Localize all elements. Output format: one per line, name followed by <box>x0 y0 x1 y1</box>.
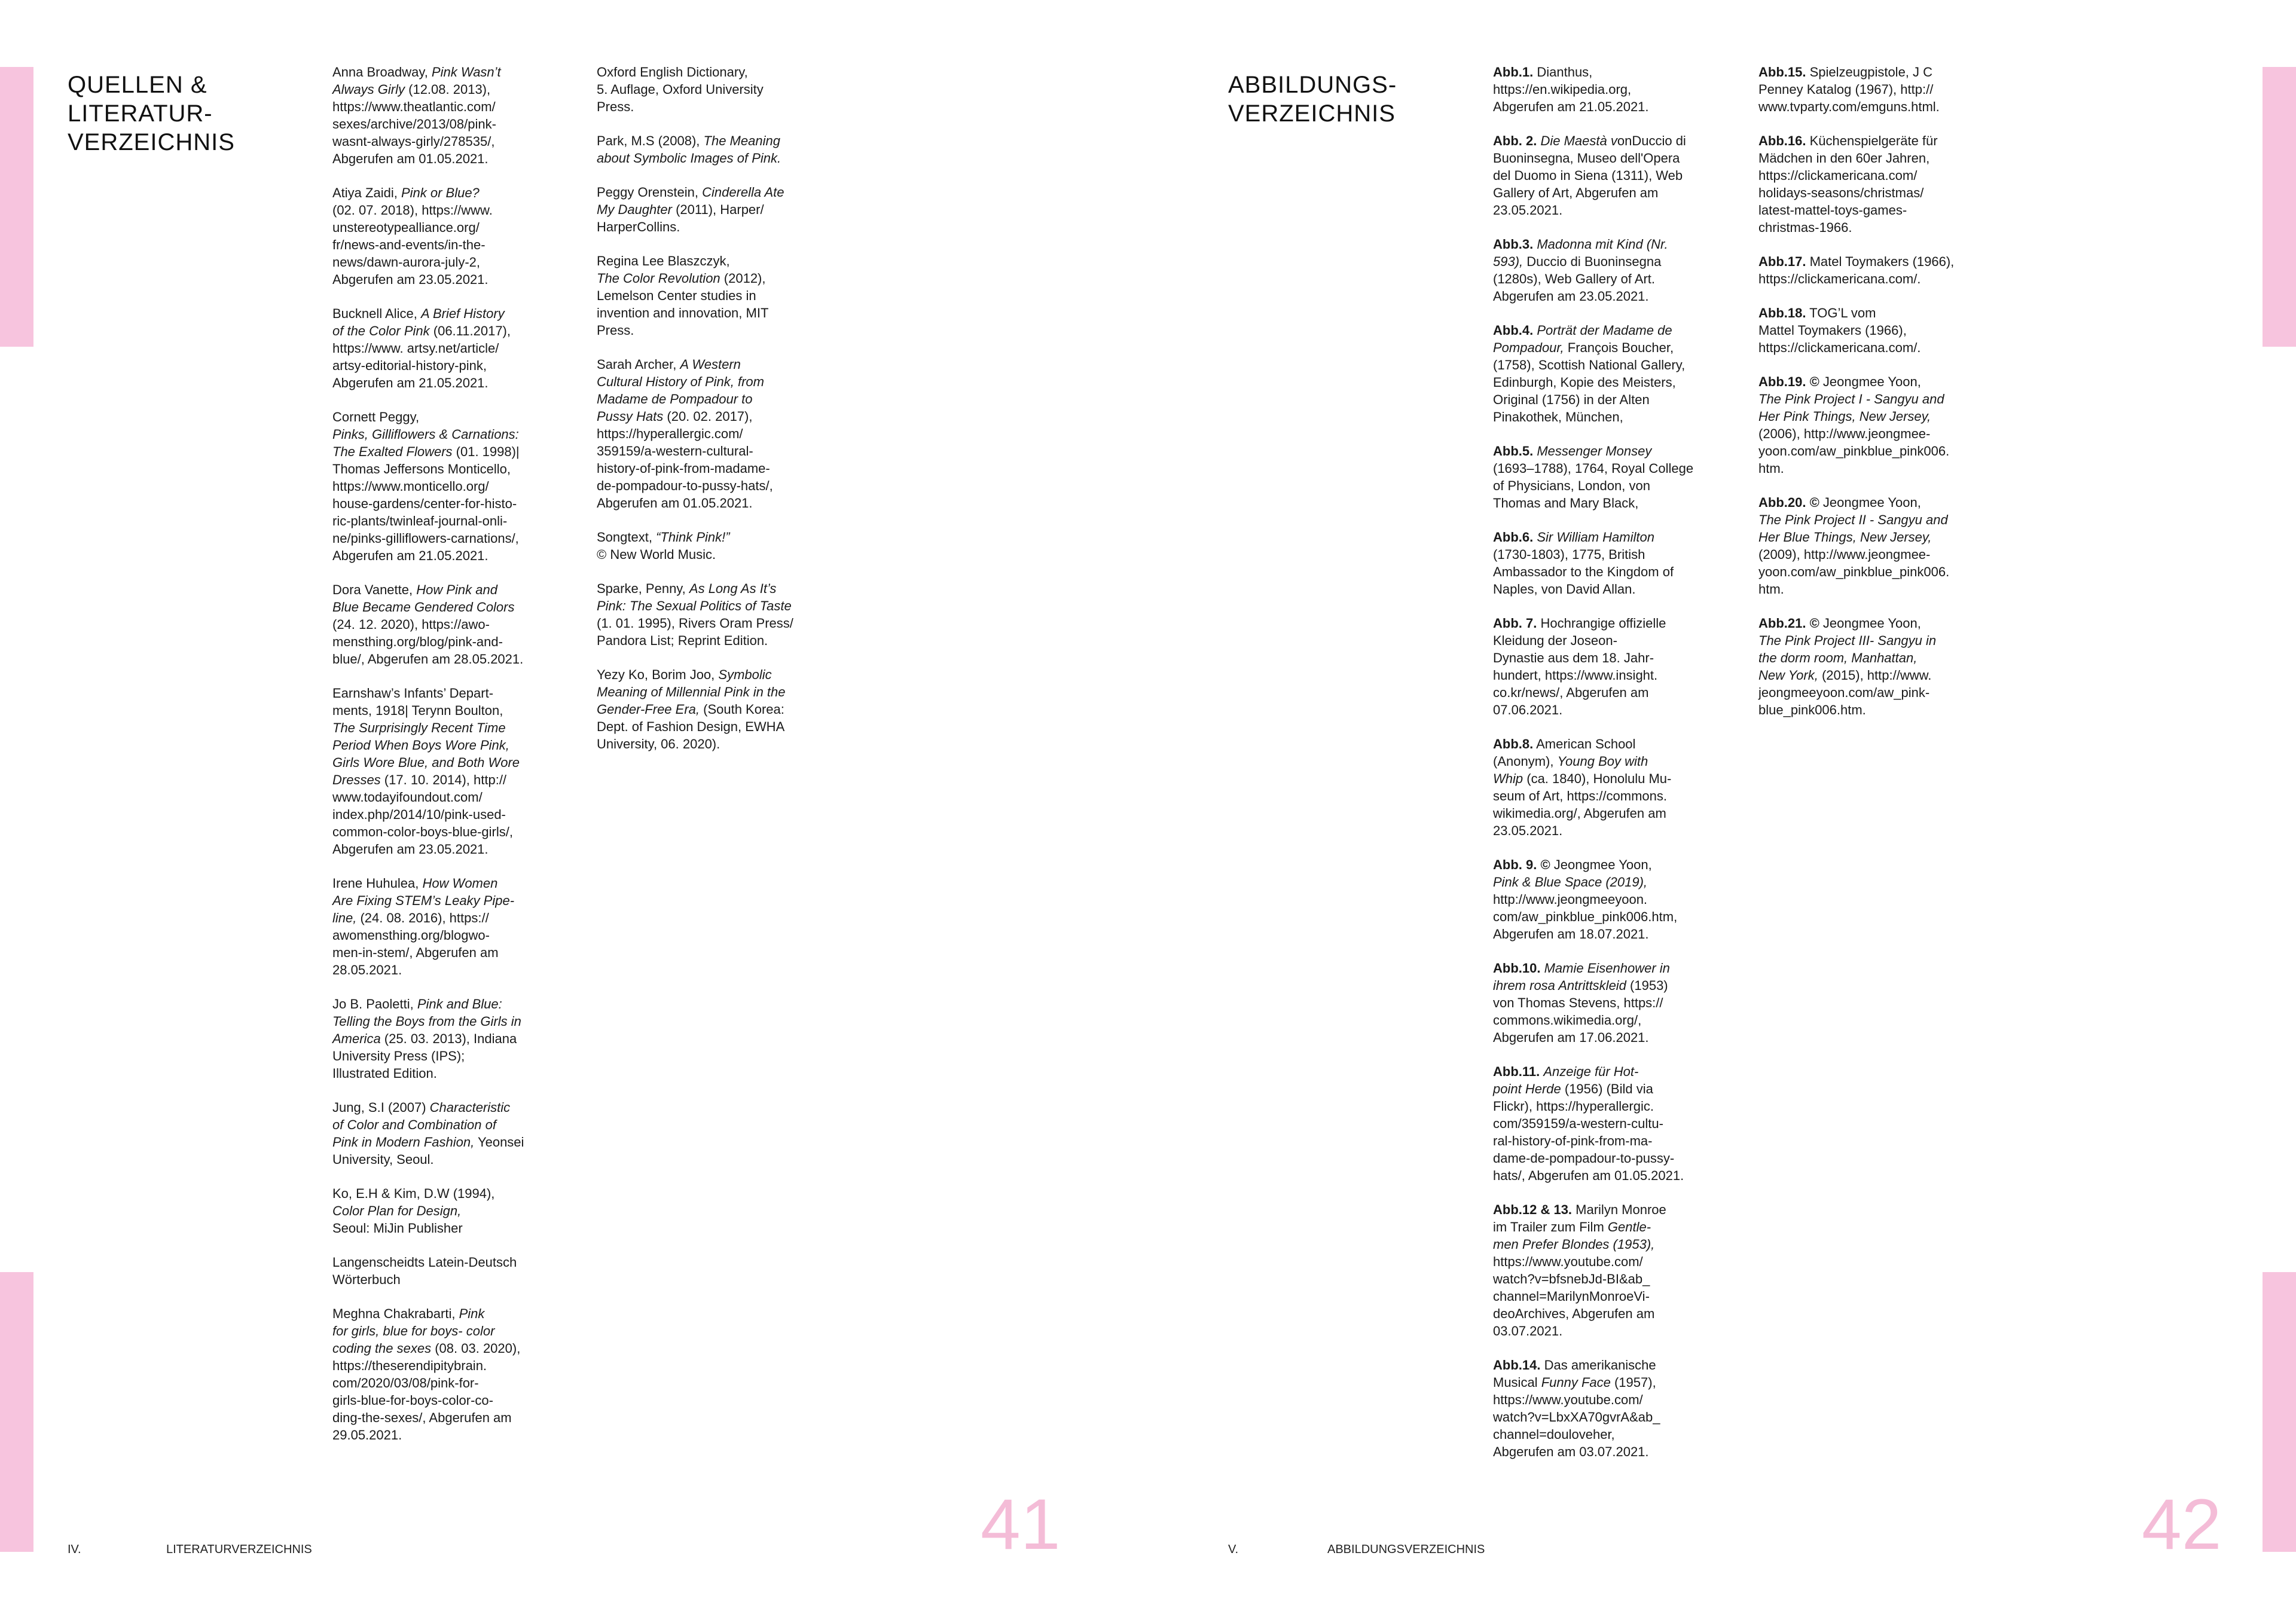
left-page-heading: QUELLEN & LITERATUR- VERZEICHNIS <box>68 72 235 155</box>
pink-bar-left-bottom <box>0 1272 33 1552</box>
right-footer-section: V. <box>1228 1543 1239 1556</box>
reference-entry: Abb.4. Porträt der Madame de Pompadour, François Boucher, (1758), Scottish National Gallery, Edinburgh, Kopie des Meisters, Original (1756) in der Alten Pinakothek, München, <box>1493 323 1686 424</box>
reference-entry: Abb. 7. Hochrangige offizielle Kleidung der Joseon- Dynastie aus dem 18. Jahr- hundert, https://www.insight. co.kr/news/, Abgerufen am 07.06.2021. <box>1493 616 1666 717</box>
left-footer-title: LITERATURVERZEICHNIS <box>166 1543 312 1556</box>
reference-entry: Jo B. Paoletti, Pink and Blue: Telling the Boys from the Girls in America (25. 03. 2013), Indiana University Press (IPS); Illustrated Edition. <box>332 997 521 1081</box>
reference-entry: Abb. 2. Die Maestà vonDuccio di Buoninsegna, Museo dell'Opera del Duomo in Siena (1311), Web Gallery of Art, Abgerufen am 23.05.2021. <box>1493 133 1686 218</box>
reference-entry: Yezy Ko, Borim Joo, Symbolic Meaning of Millennial Pink in the Gender-Free Era, (South Korea: Dept. of Fashion Design, EWHA University, 06. 2020). <box>597 667 786 751</box>
reference-entry: Atiya Zaidi, Pink or Blue? (02. 07. 2018), https://www. unstereotypealliance.org/ fr/news-and-events/in-the- news/dawn-aurora-july-2, Abgerufen am 23.05.2021. <box>332 185 493 287</box>
reference-entry: Park, M.S (2008), The Meaning about Symbolic Images of Pink. <box>597 133 781 166</box>
reference-entry: Ko, E.H & Kim, D.W (1994), Color Plan for Design, Seoul: MiJin Publisher <box>332 1186 495 1236</box>
reference-entry: Abb.14. Das amerikanische Musical Funny Face (1957), https://www.youtube.com/ watch?v=LbxXA70gvrA&ab_ channel=douloveher, Abgerufen am 03.07.2021. <box>1493 1358 1660 1459</box>
left-page-number: 41 <box>981 1484 1061 1564</box>
reference-entry: Abb. 9. © Jeongmee Yoon, Pink & Blue Space (2019), http://www.jeongmeeyoon. com/aw_pinkblue_pink006.htm, Abgerufen am 18.07.2021. <box>1493 857 1678 942</box>
figures-column-1 <box>1493 63 1732 1477</box>
reference-entry: Abb.8. American School (Anonym), Young Boy with Whip (ca. 1840), Honolulu Mu- seum of Art, https://commons. wikimedia.org/, Abgerufen am 23.05.2021. <box>1493 736 1672 838</box>
reference-entry: Langenscheidts Latein-Deutsch Wörterbuch <box>332 1255 517 1287</box>
reference-entry: Bucknell Alice, A Brief History of the Color Pink (06.11.2017), https://www. artsy.net/article/ artsy-editorial-history-pink, Abgerufen am 21.05.2021. <box>332 306 511 390</box>
pink-bar-left-top <box>0 67 33 347</box>
reference-entry: Abb.12 & 13. Marilyn Monroe im Trailer zum Film Gentle- men Prefer Blondes (1953), https://www.youtube.com/ watch?v=bfsnebJd-BI&ab_ channel=MarilynMonroeVi- deoArchives, Abgerufen am 03.07.2021. <box>1493 1202 1666 1338</box>
reference-entry: Meghna Chakrabarti, Pink for girls, blue for boys- color coding the sexes (08. 03. 2020), https://theserendipitybrain. com/2020/03/08/pink-for- girls-blue-for-boys-color-co- ding-the-sexes/, Abgerufen am 29.05.2021. <box>332 1306 521 1442</box>
reference-entry: Abb.1. Dianthus, https://en.wikipedia.org, Abgerufen am 21.05.2021. <box>1493 65 1649 114</box>
reference-entry: Abb.21. © Jeongmee Yoon, The Pink Project III- Sangyu in the dorm room, Manhattan, New York, (2015), http://www. jeongmeeyoon.com/aw_pink- blue_pink006.htm. <box>1758 616 1937 717</box>
reference-entry: Irene Huhulea, How Women Are Fixing STEM’s Leaky Pipe- line, (24. 08. 2016), https:// awomensthing.org/blogwo- men-in-stem/, Abgerufen am 28.05.2021. <box>332 876 515 977</box>
reference-entry: Sparke, Penny, As Long As It’s Pink: The Sexual Politics of Taste (1. 01. 1995), Rivers Oram Press/ Pandora List; Reprint Edition. <box>597 581 793 648</box>
reference-entry: Abb.19. © Jeongmee Yoon, The Pink Project I - Sangyu and Her Pink Things, New Jersey, (2006), http://www.jeongmee- yoon.com/aw_pinkblue_pink006. htm. <box>1758 374 1950 476</box>
right-page-heading: ABBILDUNGS- VERZEICHNIS <box>1228 72 1397 127</box>
reference-entry: Anna Broadway, Pink Wasn’t Always Girly (12.08. 2013), https://www.theatlantic.com/ sexes/archive/2013/08/pink- wasnt-always-girly/278535/, Abgerufen am 01.05.2021. <box>332 65 501 166</box>
right-page-number: 42 <box>2142 1484 2222 1564</box>
reference-entry: Abb.15. Spielzeugpistole, J C Penney Katalog (1967), http:// www.tvparty.com/emguns.html. <box>1758 65 1940 114</box>
reference-entry: Abb.3. Madonna mit Kind (Nr. 593), Duccio di Buoninsegna (1280s), Web Gallery of Art. Abgerufen am 23.05.2021. <box>1493 237 1668 304</box>
bibliography-column-1 <box>332 63 572 1460</box>
right-footer-title: ABBILDUNGSVERZEICHNIS <box>1327 1543 1485 1556</box>
reference-entry: Sarah Archer, A Western Cultural History of Pink, from Madame de Pompadour to Pussy Hats (20. 02. 2017), https://hyperallergic.com/ 359159/a-western-cultural- history-of-pink-from-madame- de-pompadour-to-pussy-hats/, Abgerufen am 01.05.2021. <box>597 357 773 511</box>
pink-bar-right-top <box>2263 67 2296 347</box>
reference-entry: Abb.11. Anzeige für Hot- point Herde (1956) (Bild via Flickr), https://hyperallergic. com/359159/a-western-cultu- ral-history-of-pink-from-ma- dame-de-pompadour-to-pussy- hats/, Abgerufen am 01.05.2021. <box>1493 1064 1684 1183</box>
reference-entry: Jung, S.I (2007) Characteristic of Color and Combination of Pink in Modern Fashion, Yeonsei University, Seoul. <box>332 1100 524 1167</box>
reference-entry: Abb.5. Messenger Monsey (1693–1788), 1764, Royal College of Physicians, London, von Thomas and Mary Black, <box>1493 444 1694 511</box>
reference-entry: Earnshaw’s Infants’ Depart- ments, 1918| Terynn Boulton, The Surprisingly Recent Time Period When Boys Wore Pink, Girls Wore Blue, and Both Wore Dresses (17. 10. 2014), http:// www.todayifoundout.com/ index.php/2014/10/pink-used- common-color-boys-blue-girls/, Abgerufen am 23.05.2021. <box>332 686 520 857</box>
left-footer-section: IV. <box>68 1543 81 1556</box>
reference-entry: Abb.17. Matel Toymakers (1966), https://clickamericana.com/. <box>1758 254 1955 286</box>
figures-column-2 <box>1758 63 1998 735</box>
pink-bar-right-bottom <box>2263 1272 2296 1552</box>
reference-entry: Cornett Peggy, Pinks, Gilliflowers & Carnations: The Exalted Flowers (01. 1998)| Thomas Jeffersons Monticello, https://www.monticello.org/ house-gardens/center-for-histo- ric-plants/twinleaf-journal-onli- ne/pinks-gilliflowers-carnations/, Abgerufen am 21.05.2021. <box>332 409 520 563</box>
reference-entry: Oxford English Dictionary, 5. Auflage, Oxford University Press. <box>597 65 764 114</box>
reference-entry: Abb.18. TOG’L vom Mattel Toymakers (1966), https://clickamericana.com/. <box>1758 305 1921 355</box>
reference-entry: Songtext, “Think Pink!” © New World Music. <box>597 530 730 562</box>
reference-entry: Regina Lee Blaszczyk, The Color Revolution (2012), Lemelson Center studies in invention and innovation, MIT Press. <box>597 253 769 338</box>
reference-entry: Abb.10. Mamie Eisenhower in ihrem rosa Antrittskleid (1953) von Thomas Stevens, https:// commons.wikimedia.org/, Abgerufen am 17.06.2021. <box>1493 961 1670 1045</box>
reference-entry: Dora Vanette, How Pink and Blue Became Gendered Colors (24. 12. 2020), https://awo- mensthing.org/blog/pink-and- blue/, Abgerufen am 28.05.2021. <box>332 582 524 667</box>
reference-entry: Abb.6. Sir William Hamilton (1730-1803), 1775, British Ambassador to the Kingdom of Naples, von David Allan. <box>1493 530 1674 597</box>
reference-entry: Abb.20. © Jeongmee Yoon, The Pink Project II - Sangyu and Her Blue Things, New Jersey, (2009), http://www.jeongmee- yoon.com/aw_pinkblue_pink006. htm. <box>1758 495 1950 597</box>
reference-entry: Abb.16. Küchenspielgeräte für Mädchen in den 60er Jahren, https://clickamericana.com/ holidays-seasons/christmas/ latest-mattel-toys-games- christmas-1966. <box>1758 133 1938 235</box>
bibliography-column-2 <box>597 63 836 769</box>
reference-entry: Peggy Orenstein, Cinderella Ate My Daughter (2011), Harper/ HarperCollins. <box>597 185 784 234</box>
